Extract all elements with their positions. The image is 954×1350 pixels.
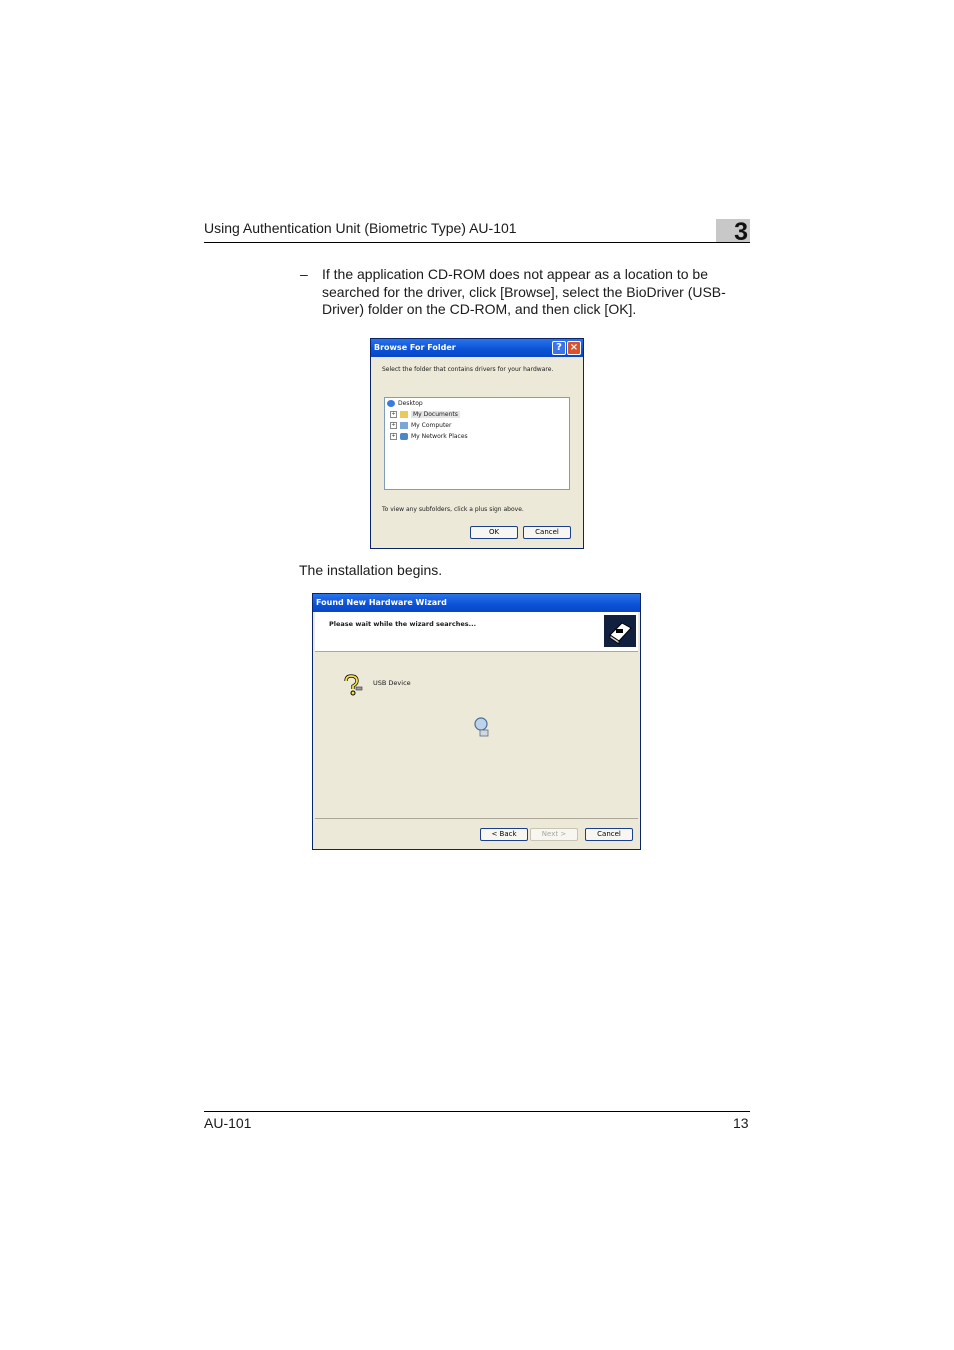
folder-tree[interactable] bbox=[384, 397, 570, 490]
expand-icon[interactable]: + bbox=[391, 422, 396, 428]
step-text: If the application CD-ROM does not appear as a location to be searched for the driver, click [Browse], select the BioDriver (USB-Driver) folder on the CD-ROM, and then click [OK]. bbox=[322, 266, 726, 317]
tree-item-label: Desktop bbox=[398, 400, 423, 407]
next-button[interactable]: Next > bbox=[530, 828, 578, 841]
device-label: USB Device bbox=[373, 679, 411, 687]
expand-icon[interactable]: + bbox=[391, 433, 396, 439]
tree-item-label: My Network Places bbox=[411, 433, 468, 440]
step-dash: – bbox=[300, 266, 308, 282]
wizard-title: Found New Hardware Wizard bbox=[316, 598, 447, 607]
instruction-step bbox=[300, 266, 750, 319]
help-button[interactable]: ? bbox=[552, 341, 566, 355]
ok-button[interactable]: OK bbox=[470, 526, 518, 539]
found-new-hardware-wizard bbox=[312, 593, 641, 850]
desktop-icon bbox=[387, 400, 395, 407]
tree-item-my-documents[interactable] bbox=[390, 410, 460, 420]
tree-item-desktop[interactable] bbox=[387, 399, 423, 409]
wizard-cancel-button[interactable]: Cancel bbox=[585, 828, 633, 841]
wizard-separator bbox=[315, 818, 638, 819]
expand-icon[interactable]: + bbox=[391, 411, 396, 417]
computer-icon bbox=[400, 422, 408, 429]
installation-paragraph: The installation begins. bbox=[299, 562, 443, 578]
folder-icon bbox=[400, 411, 408, 418]
chapter-number: 3 bbox=[734, 218, 748, 246]
close-button[interactable]: × bbox=[567, 341, 581, 355]
chapter-badge bbox=[716, 218, 750, 246]
tree-item-my-computer[interactable] bbox=[390, 421, 451, 431]
page-header-title: Using Authentication Unit (Biometric Type) AU-101 bbox=[204, 220, 517, 236]
footer-model: AU-101 bbox=[204, 1115, 252, 1131]
header-rule bbox=[204, 242, 750, 243]
searching-icon bbox=[473, 716, 493, 738]
tree-item-label: My Documents bbox=[413, 411, 458, 418]
page-number: 13 bbox=[733, 1115, 749, 1131]
tree-item-label: My Computer bbox=[411, 422, 452, 429]
unknown-device-icon bbox=[341, 674, 363, 696]
footer-rule bbox=[204, 1111, 750, 1112]
network-icon bbox=[400, 433, 408, 440]
wizard-message: Please wait while the wizard searches... bbox=[329, 620, 477, 628]
hardware-icon bbox=[604, 615, 636, 647]
tree-item-my-network-places[interactable] bbox=[390, 432, 468, 442]
wizard-header-panel bbox=[315, 612, 638, 652]
subfolder-hint: To view any subfolders, click a plus sign above. bbox=[382, 506, 524, 513]
cancel-button[interactable]: Cancel bbox=[523, 526, 571, 539]
dialog-title: Browse For Folder bbox=[374, 343, 456, 352]
browse-for-folder-dialog bbox=[370, 338, 584, 549]
dialog-instruction: Select the folder that contains drivers for your hardware. bbox=[382, 366, 554, 373]
back-button[interactable]: < Back bbox=[480, 828, 528, 841]
wizard-title-bar bbox=[313, 594, 640, 612]
